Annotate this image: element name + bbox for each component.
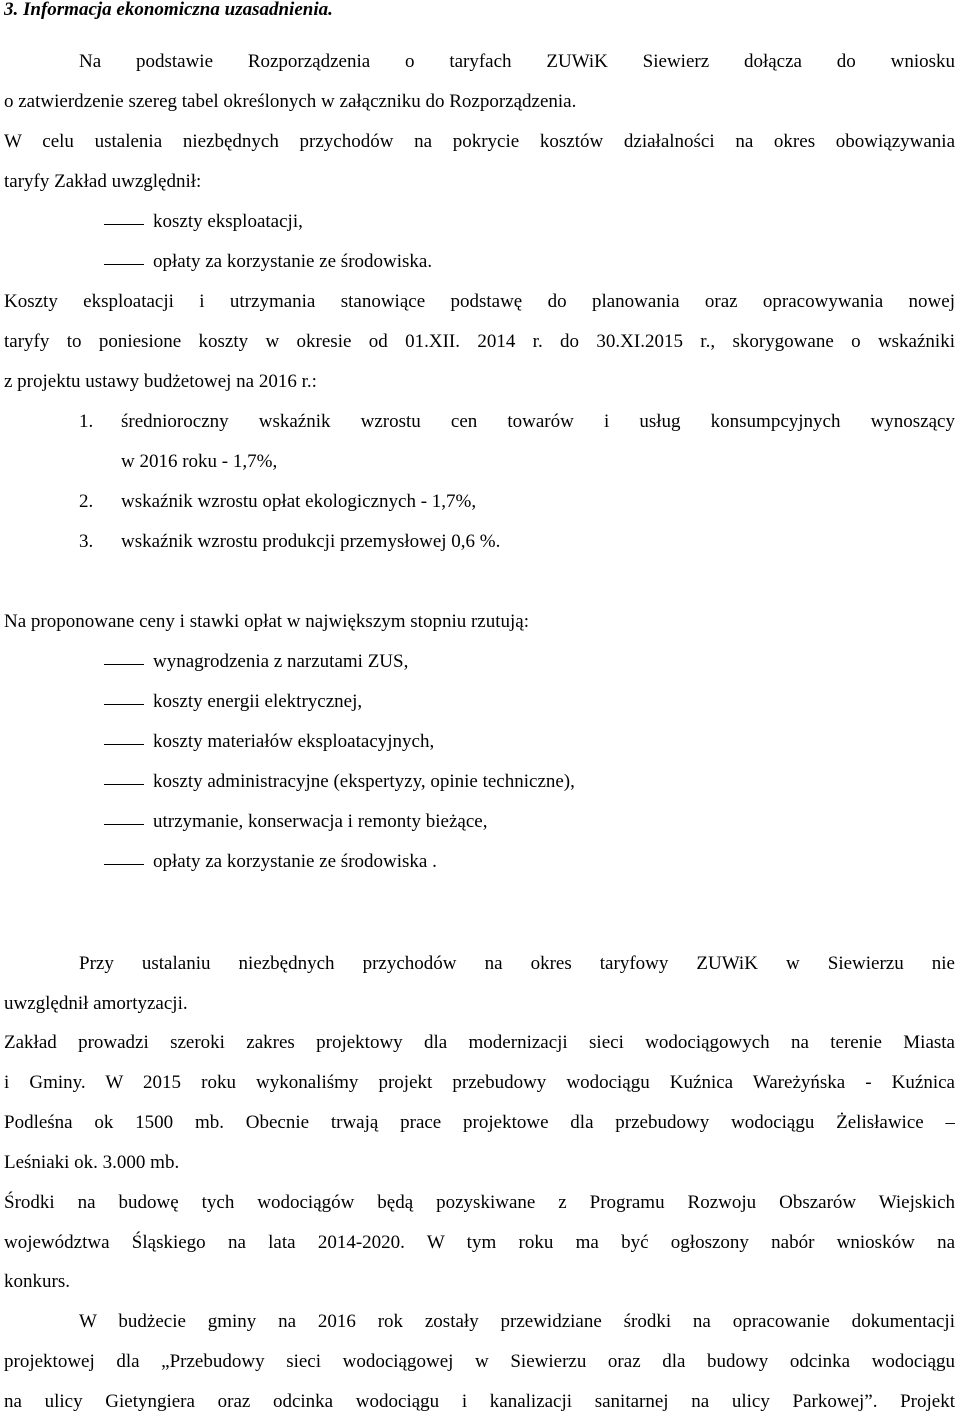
list-dash: [104, 864, 144, 865]
paragraph-line: projektowej dla „Przebudowy sieci wodociągowej w Siewierzu oraz dla budowy odcinka wodociągu: [4, 1351, 955, 1372]
list-number: 3.: [79, 531, 94, 552]
list-number: 1.: [79, 411, 94, 432]
paragraph-line: Na podstawie Rozporządzenia o taryfach ZUWiK Siewierz dołącza do wniosku: [79, 51, 955, 72]
list-item: koszty materiałów eksploatacyjnych,: [153, 731, 435, 752]
paragraph-line: W budżecie gminy na 2016 rok zostały przewidziane środki na opracowanie dokumentacji: [79, 1311, 955, 1332]
paragraph-line: i Gminy. W 2015 roku wykonaliśmy projekt przebudowy wodociągu Kuźnica Wareżyńska - Kuźnica: [4, 1072, 955, 1093]
paragraph-line: W celu ustalenia niezbędnych przychodów na pokrycie kosztów działalności na okres obowiązywania: [4, 131, 955, 152]
section-heading: 3. Informacja ekonomiczna uzasadnienia.: [4, 0, 333, 20]
numbered-item-continuation: w 2016 roku - 1,7%,: [121, 451, 278, 472]
list-dash: [104, 664, 144, 665]
numbered-item: średnioroczny wskaźnik wzrostu cen towarów i usług konsumpcyjnych wynoszący: [121, 411, 955, 432]
paragraph-line: uwzględnił amortyzacji.: [4, 993, 188, 1014]
list-dash: [104, 704, 144, 705]
paragraph-line: województwa Śląskiego na lata 2014-2020. W tym roku ma być ogłoszony nabór wniosków na: [4, 1232, 955, 1253]
list-number: 2.: [79, 491, 94, 512]
numbered-item: wskaźnik wzrostu produkcji przemysłowej 0,6 %.: [121, 531, 501, 552]
paragraph-line: Koszty eksploatacji i utrzymania stanowiące podstawę do planowania oraz opracowywania nowej: [4, 291, 955, 312]
list-item: opłaty za korzystanie ze środowiska.: [153, 251, 433, 272]
list-item: wynagrodzenia z narzutami ZUS,: [153, 651, 409, 672]
paragraph-line: Leśniaki ok. 3.000 mb.: [4, 1152, 180, 1173]
paragraph-line: Przy ustalaniu niezbędnych przychodów na okres taryfowy ZUWiK w Siewierzu nie: [79, 953, 955, 974]
list-item: koszty energii elektrycznej,: [153, 691, 363, 712]
paragraph-line: Środki na budowę tych wodociągów będą pozyskiwane z Programu Rozwoju Obszarów Wiejskich: [4, 1192, 955, 1213]
list-dash: [104, 824, 144, 825]
paragraph-line: Zakład prowadzi szeroki zakres projektowy dla modernizacji sieci wodociągowych na terenie Miasta: [4, 1032, 955, 1053]
list-item: opłaty za korzystanie ze środowiska .: [153, 851, 437, 872]
list-dash: [104, 744, 144, 745]
paragraph-line: Na proponowane ceny i stawki opłat w największym stopniu rzutują:: [4, 611, 530, 632]
paragraph-line: konkurs.: [4, 1271, 70, 1292]
list-dash: [104, 224, 144, 225]
paragraph-line: Podleśna ok 1500 mb. Obecnie trwają prace projektowe dla przebudowy wodociągu Żelisławice –: [4, 1112, 955, 1133]
numbered-item: wskaźnik wzrostu opłat ekologicznych - 1,7%,: [121, 491, 477, 512]
list-dash: [104, 264, 144, 265]
paragraph-line: o zatwierdzenie szereg tabel określonych w załączniku do Rozporządzenia.: [4, 91, 577, 112]
list-item: koszty administracyjne (ekspertyzy, opinie techniczne),: [153, 771, 575, 792]
paragraph-line: taryfy to poniesione koszty w okresie od 01.XII. 2014 r. do 30.XI.2015 r., skorygowane o wskaźniki: [4, 331, 955, 352]
paragraph-line: z projektu ustawy budżetowej na 2016 r.:: [4, 371, 317, 392]
paragraph-line: taryfy Zakład uwzględnił:: [4, 171, 202, 192]
list-dash: [104, 784, 144, 785]
paragraph-line: na ulicy Gietyngiera oraz odcinka wodociągu i kanalizacji sanitarnej na ulicy Parkowej”. Projekt: [4, 1391, 955, 1412]
list-item: utrzymanie, konserwacja i remonty bieżące,: [153, 811, 488, 832]
list-item: koszty eksploatacji,: [153, 211, 303, 232]
